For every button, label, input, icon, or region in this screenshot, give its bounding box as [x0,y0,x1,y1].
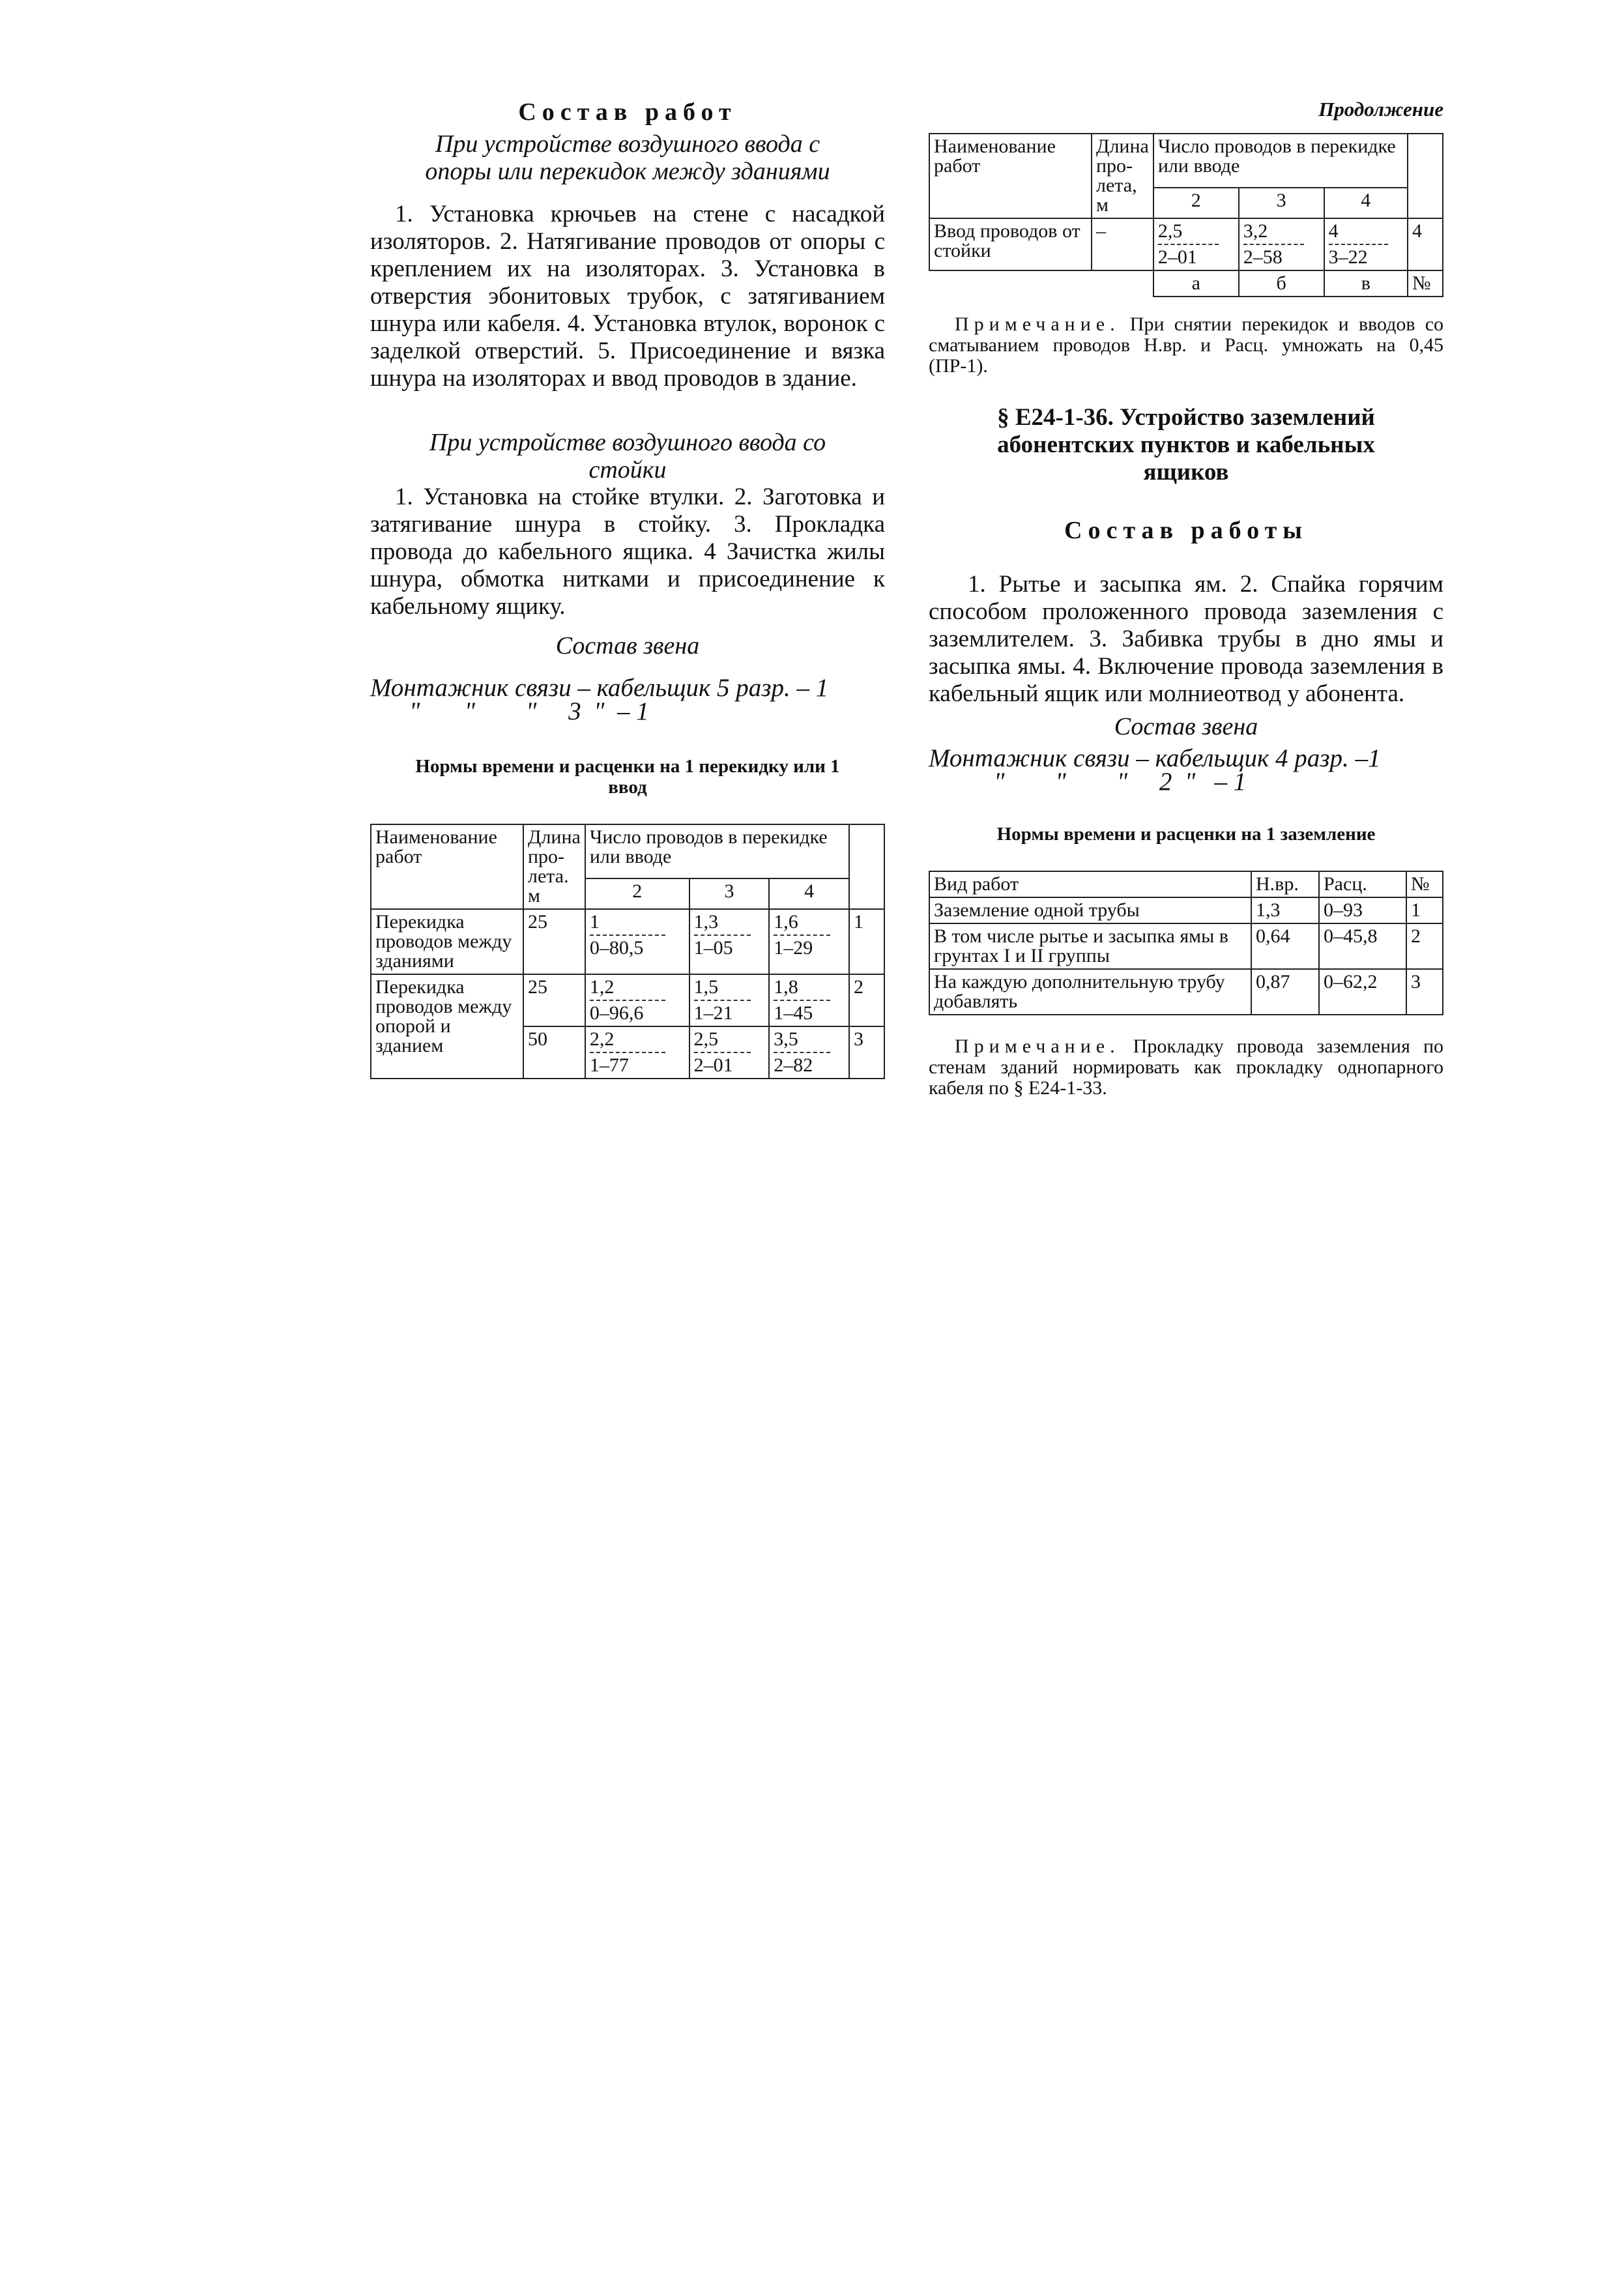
rate: 2–58 [1243,246,1283,268]
note-label: Примечание. [955,1036,1120,1057]
row-number: 1 [849,909,884,974]
rate: 2–82 [774,1054,813,1076]
row-name: Перекидка проводов между опорой и зданием [371,974,523,1079]
cell-3 [689,974,770,1026]
table-row [371,974,884,1026]
col-header-length: Длина про-лета, м [1092,134,1153,218]
row-nvr: 1,3 [1251,897,1319,923]
note-1 [929,314,1443,377]
row-rasc: 0–45,8 [1319,923,1406,969]
row-no: 2 [1406,923,1443,969]
continued-label: Продолжение [1318,98,1443,121]
row-number: 3 [849,1026,884,1079]
table-row [929,218,1443,270]
table-row [371,909,884,974]
row-kind: Заземление одной трубы [929,897,1251,923]
row-name: Ввод проводов от стойки [929,218,1092,270]
composition-heading: Состав работы [1064,517,1308,544]
table-row [929,969,1443,1015]
row-no: 3 [1406,969,1443,1015]
row-length: 25 [523,909,585,974]
rate: 1–45 [774,1002,813,1024]
row-nvr: 0,64 [1251,923,1319,969]
norm: 2,2 [589,1028,615,1050]
row-no: 1 [1406,897,1443,923]
cell-2 [585,974,689,1026]
row-kind: В том числе рытье и засыпка ямы в грунтах I и II группы [929,923,1251,969]
column-letters-row [929,270,1443,297]
row-kind: На каждую дополнительную трубу добавлять [929,969,1251,1015]
table2-title: Нормы времени и расценки на 1 заземление [996,824,1376,845]
cell-2 [585,909,689,974]
row-number: 4 [1408,218,1443,270]
cell-4 [769,909,849,974]
rate: 1–05 [693,937,733,959]
work-steps-2: 1. Установка на стойке втулки. 2. Заготовка и затягивание шнура в стойку. 3. Прокладка провода до кабельного ящика. 4 Зачистка жилы шнура, обмотка нитками и присоединение к кабельному ящику. [370,484,885,620]
cell-2 [1153,218,1239,270]
crew-line-2: " " " 3 " – 1 [409,697,649,725]
col-header-4: 4 [1324,188,1408,218]
composition-heading: Состав работ [518,98,737,126]
rate: 2–01 [693,1054,733,1076]
note-text: При снятии перекидок и вводов со сматыванием проводов Н.вр. и Расц. умножать на 0,45 (ПР-1). [929,313,1444,377]
norms-table-2 [929,871,1443,1015]
cell-3 [689,1026,770,1079]
col-header-3: 3 [1239,188,1324,218]
col-header-wires: Число проводов в перекидке или вводе [585,824,849,878]
col-header-4: 4 [769,878,849,909]
col-header-wires: Число проводов в перекидке или вводе [1153,134,1408,188]
letter-b: б [1239,270,1324,297]
col-header-kind: Вид работ [929,871,1251,897]
note-2 [929,1036,1443,1099]
rate: 2–01 [1157,246,1197,268]
norm: 1,5 [693,976,719,998]
norm: 1,8 [774,976,798,998]
col-header-nvr: Н.вр. [1251,871,1319,897]
crew-line-1: Монтажник связи – кабельщик 5 разр. – 1 [370,674,829,702]
norms-table-1 [370,824,885,1079]
row-length: 25 [523,974,585,1026]
rate: 0–80,5 [589,937,644,959]
norm: 4 [1328,220,1339,242]
col-header-length: Длина про-лета. м [523,824,585,909]
col-header-name: Наименование работ [929,134,1092,218]
rate: 1–77 [589,1054,629,1076]
note-label: Примечание. [955,313,1120,335]
row-nvr: 0,87 [1251,969,1319,1015]
subheading-rack-entry: При устройстве воздушного ввода со стойки [429,429,826,484]
cell-2 [585,1026,689,1079]
row-rasc: 0–93 [1319,897,1406,923]
rate: 3–22 [1328,246,1368,268]
cell-3 [1239,218,1324,270]
col-header-name: Наименование работ [371,824,523,909]
crew-title: Состав звена [555,632,700,659]
table-row [929,897,1443,923]
table-title: Нормы времени и расценки на 1 перекидку или 1 ввод [415,756,840,798]
row-length: – [1092,218,1153,270]
row-name: Перекидка проводов между зданиями [371,909,523,974]
norm: 3,2 [1243,220,1268,242]
col-header-2: 2 [1153,188,1239,218]
rate: 0–96,6 [589,1002,644,1024]
number-sign: № [1408,270,1443,297]
crew-line-1: Монтажник связи – кабельщик 4 разр. –1 [929,744,1381,772]
col-header-rasc: Расц. [1319,871,1406,897]
letter-c: в [1324,270,1408,297]
work-steps-1: 1. Установка крючьев на стене с насадкой изоляторов. 2. Натягивание проводов от опоры с креплением их на изоляторах. 3. Установка в отверстия эбонитовых трубок, с затягиванием шнура или кабеля. 4. Установка втулок, воронок с заделкой отверстий. 5. Присоединение и вязка шнура на изоляторах и ввод проводов в здание. [370,201,885,392]
norm: 3,5 [774,1028,798,1050]
table-row [929,923,1443,969]
note-text: Прокладку провода заземления по стенам зданий нормировать как прокладку однопарного кабеля по § Е24-1-33. [929,1036,1443,1099]
crew-line-2: " " " 2 " – 1 [994,768,1247,796]
letter-a: а [1153,270,1239,297]
norm: 1,3 [693,911,719,933]
col-header-no [849,824,884,909]
work-steps: 1. Рытье и засыпка ям. 2. Спайка горячим способом проложенного провода заземления с заземлителем. 3. Забивка трубы в дно ямы и засыпка ямы. 4. Включение провода заземления в кабельный ящик или молниеотвод у абонента. [929,571,1443,707]
subheading-overhead-entry: При устройстве воздушного ввода с опоры или перекидок между зданиями [425,130,830,185]
cell-3 [689,909,770,974]
norms-table-continued [929,133,1443,297]
col-header-no [1408,134,1443,218]
row-number: 2 [849,974,884,1026]
norm: 2,5 [1157,220,1183,242]
cell-4 [769,974,849,1026]
norm: 1,6 [774,911,798,933]
right-column [929,91,1443,1099]
rate: 1–21 [693,1002,733,1024]
row-length: 50 [523,1026,585,1079]
col-header-2: 2 [585,878,689,909]
cell-4 [1324,218,1408,270]
left-column [370,91,885,1079]
section-title: § Е24-1-36. Устройство заземлений абонентских пунктов и кабельных ящиков [997,404,1375,486]
norm: 1,2 [589,976,615,998]
crew-title: Состав звена [1114,713,1258,740]
row-rasc: 0–62,2 [1319,969,1406,1015]
crew-composition [929,744,1443,796]
rate: 1–29 [774,937,813,959]
norm: 1 [589,911,600,933]
cell-4 [769,1026,849,1079]
crew-composition [370,676,885,723]
col-header-no: № [1406,871,1443,897]
col-header-3: 3 [689,878,770,909]
norm: 2,5 [693,1028,719,1050]
